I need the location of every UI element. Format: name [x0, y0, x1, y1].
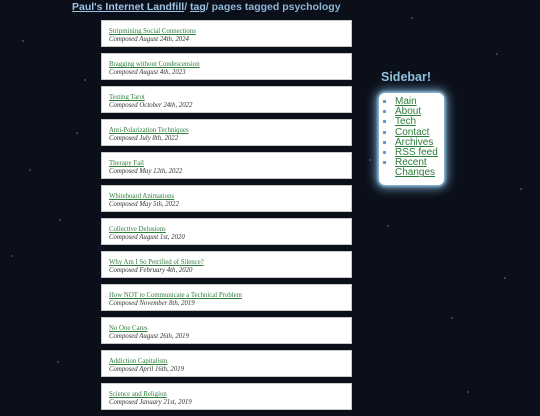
post-title-link[interactable]: No One Cares — [109, 325, 148, 332]
post-date: Composed October 24th, 2022 — [109, 102, 193, 109]
post-title-link[interactable]: Addiction Capitalism — [109, 358, 168, 365]
tag-link[interactable]: tag — [190, 1, 206, 13]
list-item — [101, 218, 352, 245]
list-item — [101, 20, 352, 47]
post-date: Composed May 5th, 2022 — [109, 201, 179, 208]
sidebar-link-tech[interactable]: Tech — [395, 116, 417, 128]
post-date: Composed August 26th, 2019 — [109, 333, 189, 340]
post-date: Composed January 21st, 2019 — [109, 399, 192, 406]
post-title-link[interactable]: Science and Religion — [109, 391, 167, 398]
site-home-link[interactable]: Paul's Internet Landfill — [72, 1, 185, 13]
post-title-link[interactable]: Testing Tarot — [109, 94, 145, 101]
post-title-link[interactable]: Whiteboard Animations — [109, 193, 175, 200]
post-date: Composed April 16th, 2019 — [109, 366, 185, 373]
list-item — [101, 53, 352, 80]
list-item — [101, 119, 352, 146]
sidebar-link-archives[interactable]: Archives — [395, 136, 434, 148]
sidebar-panel — [379, 93, 444, 185]
breadcrumb-separator: / — [184, 1, 191, 13]
list-item — [101, 86, 352, 113]
list-item — [101, 317, 352, 344]
breadcrumb-tail: / pages tagged psychology — [205, 1, 341, 13]
list-item — [101, 284, 352, 311]
post-date: Composed July 8th, 2022 — [109, 135, 179, 142]
breadcrumb — [72, 1, 341, 13]
sidebar-link-recent-changes[interactable]: Recent Changes — [395, 157, 436, 179]
post-title-link[interactable]: Therapy Fail — [109, 160, 144, 167]
post-title-link[interactable]: How NOT to Communicate a Technical Problem — [109, 292, 242, 299]
post-date: Composed August 1st, 2020 — [109, 234, 185, 241]
sidebar-link-rss-feed[interactable]: RSS feed — [395, 147, 438, 159]
sidebar-link-about[interactable]: About — [395, 106, 422, 118]
list-item — [101, 152, 352, 179]
post-list — [101, 20, 352, 416]
post-date: Composed August 4th, 2023 — [109, 69, 186, 76]
list-item — [101, 350, 352, 377]
post-date: Composed November 8th, 2019 — [109, 300, 195, 307]
post-title-link[interactable]: Bragging without Condescension — [109, 61, 200, 68]
post-title-link[interactable]: Anti-Polarization Techniques — [109, 127, 189, 134]
post-date: Composed August 24th, 2024 — [109, 36, 189, 43]
post-title-link[interactable]: Why Am I So Petrified of Silence? — [109, 259, 204, 266]
sidebar-link-main[interactable]: Main — [395, 96, 417, 107]
list-item — [101, 383, 352, 410]
post-date: Composed May 12th, 2022 — [109, 168, 183, 175]
sidebar-title: Sidebar! — [381, 70, 432, 84]
sidebar-nav-list — [382, 97, 444, 179]
post-date: Composed February 4th, 2020 — [109, 267, 193, 274]
list-item — [101, 185, 352, 212]
sidebar-link-contact[interactable]: Contact — [395, 126, 430, 138]
list-item — [101, 251, 352, 278]
post-title-link[interactable]: Stripmining Social Connections — [109, 28, 196, 35]
post-title-link[interactable]: Collective Delusions — [109, 226, 166, 233]
sidebar-item-recent-changes — [395, 158, 444, 178]
